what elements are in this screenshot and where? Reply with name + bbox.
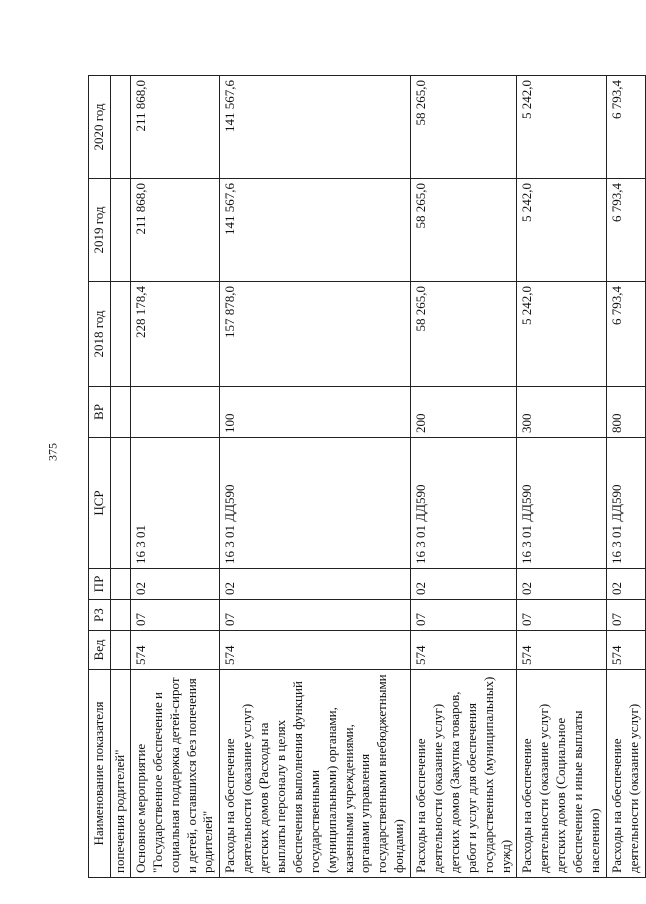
cell-vr: 100 <box>220 387 411 438</box>
cell-2020: 5 242,0 <box>517 76 606 179</box>
cell-2018: 58 265,0 <box>411 282 517 387</box>
page-number: 375 <box>45 443 60 461</box>
cell-rz: 07 <box>606 600 645 631</box>
cell-2020: 141 567,6 <box>220 76 411 179</box>
rotated-table-container <box>88 76 641 878</box>
cell-ved: 574 <box>130 631 219 670</box>
cell-vr <box>130 387 219 438</box>
continuation-text: попечения родителей" <box>111 670 131 878</box>
cell-pr: 02 <box>606 569 645 600</box>
cell-rz: 07 <box>517 600 606 631</box>
cell-pr: 02 <box>411 569 517 600</box>
cell-vr: 800 <box>606 387 645 438</box>
cell-ved: 574 <box>411 631 517 670</box>
table-row-continuation <box>111 76 131 878</box>
cell-vr: 300 <box>517 387 606 438</box>
cell-ved: 574 <box>220 631 411 670</box>
header-pr: ПР <box>89 569 111 600</box>
cell-name: Основное мероприятие "Государственное обеспечение и социальная поддержка детей-сирот и детей, оставшихся без попечения родителей" <box>130 670 219 878</box>
header-2018: 2018 год <box>89 282 111 387</box>
header-vr: ВР <box>89 387 111 438</box>
cell-2019: 211 868,0 <box>130 179 219 282</box>
cell-2018: 6 793,4 <box>606 282 645 387</box>
cell-name: Расходы на обеспечение деятельности (оказание услуг) детских домов (Закупка товаров, работ и услуг для обеспечения государственных (муниципальных) нужд) <box>411 670 517 878</box>
cell-2020: 6 793,4 <box>606 76 645 179</box>
table-row <box>220 76 411 878</box>
cell-2020: 211 868,0 <box>130 76 219 179</box>
cell-csr: 16 3 01 ДД590 <box>606 438 645 569</box>
cell-rz: 07 <box>130 600 219 631</box>
table-row <box>606 76 645 878</box>
cell-name: Расходы на обеспечение деятельности (оказание услуг) детских домов (Расходы на выплаты персоналу в целях обеспечения выполнения функций государственными (муниципальными) органами, казенными учреждениями, органами управления государственными внебюджетными фондами) <box>220 670 411 878</box>
header-ved: Вед <box>89 631 111 670</box>
table-header-row <box>89 76 111 878</box>
cell-csr: 16 3 01 ДД590 <box>517 438 606 569</box>
cell-pr: 02 <box>130 569 219 600</box>
cell-rz: 07 <box>220 600 411 631</box>
cell-rz: 07 <box>411 600 517 631</box>
table-row <box>130 76 219 878</box>
cell-pr: 02 <box>517 569 606 600</box>
cell-name: Расходы на обеспечение деятельности (оказание услуг) <box>606 670 645 878</box>
cell-2019: 141 567,6 <box>220 179 411 282</box>
header-2020: 2020 год <box>89 76 111 179</box>
cell-csr: 16 3 01 ДД590 <box>220 438 411 569</box>
cell-2019: 58 265,0 <box>411 179 517 282</box>
table-row <box>517 76 606 878</box>
cell-2019: 6 793,4 <box>606 179 645 282</box>
header-2019: 2019 год <box>89 179 111 282</box>
table-row <box>411 76 517 878</box>
cell-ved: 574 <box>606 631 645 670</box>
cell-csr: 16 3 01 <box>130 438 219 569</box>
cell-2018: 157 878,0 <box>220 282 411 387</box>
header-rz: РЗ <box>89 600 111 631</box>
cell-2018: 5 242,0 <box>517 282 606 387</box>
cell-pr: 02 <box>220 569 411 600</box>
cell-2020: 58 265,0 <box>411 76 517 179</box>
cell-2018: 228 178,4 <box>130 282 219 387</box>
cell-2019: 5 242,0 <box>517 179 606 282</box>
cell-csr: 16 3 01 ДД590 <box>411 438 517 569</box>
header-csr: ЦСР <box>89 438 111 569</box>
cell-ved: 574 <box>517 631 606 670</box>
budget-table <box>88 75 646 878</box>
cell-name: Расходы на обеспечение деятельности (оказание услуг) детских домов (Социальное обеспечение и иные выплаты населению) <box>517 670 606 878</box>
header-name: Наименование показателя <box>89 670 111 878</box>
cell-vr: 200 <box>411 387 517 438</box>
